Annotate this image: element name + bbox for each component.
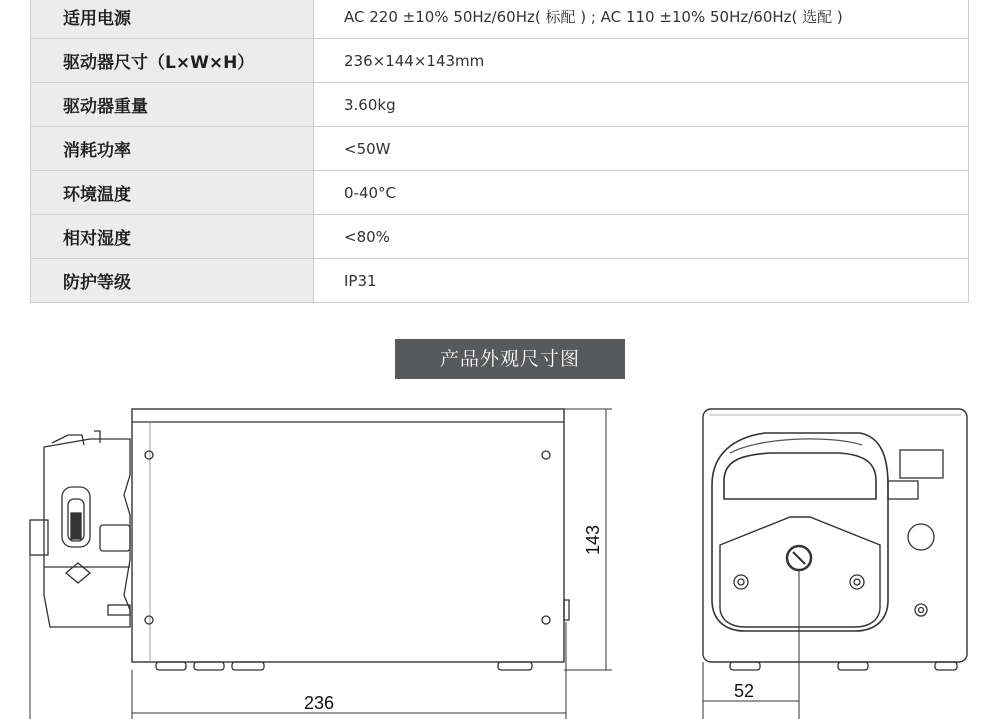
- spec-value: <80%: [314, 215, 969, 259]
- spec-value: IP31: [314, 259, 969, 303]
- spec-row-weight: [31, 83, 969, 127]
- spec-value: <50W: [314, 127, 969, 171]
- spec-label: 驱动器尺寸（L×W×H）: [31, 39, 314, 83]
- dimension-height: 143: [583, 524, 603, 556]
- spec-row-size: [31, 39, 969, 83]
- spec-value: 236×144×143mm: [314, 39, 969, 83]
- spec-row-humidity: [31, 215, 969, 259]
- spec-label: 适用电源: [31, 0, 314, 39]
- spec-table: [30, 0, 969, 303]
- spec-label: 相对湿度: [31, 215, 314, 259]
- dimension-drawing: [0, 395, 1000, 719]
- spec-row-power: [31, 0, 969, 39]
- spec-value: 3.60kg: [314, 83, 969, 127]
- side-view: [30, 409, 569, 670]
- spec-value: 0-40°C: [314, 171, 969, 215]
- dimension-offset: 52: [733, 681, 755, 701]
- spec-label: 驱动器重量: [31, 83, 314, 127]
- dimension-length: 236: [303, 693, 335, 713]
- spec-row-temperature: [31, 171, 969, 215]
- spec-row-consumption: [31, 127, 969, 171]
- spec-value: AC 220 ±10% 50Hz/60Hz( 标配 ) ; AC 110 ±10% 50Hz/60Hz( 选配 ): [314, 0, 969, 39]
- spec-label: 环境温度: [31, 171, 314, 215]
- spec-row-protection: [31, 259, 969, 303]
- spec-label: 防护等级: [31, 259, 314, 303]
- spec-label: 消耗功率: [31, 127, 314, 171]
- section-title: 产品外观尺寸图: [395, 339, 625, 379]
- front-view: [703, 409, 967, 670]
